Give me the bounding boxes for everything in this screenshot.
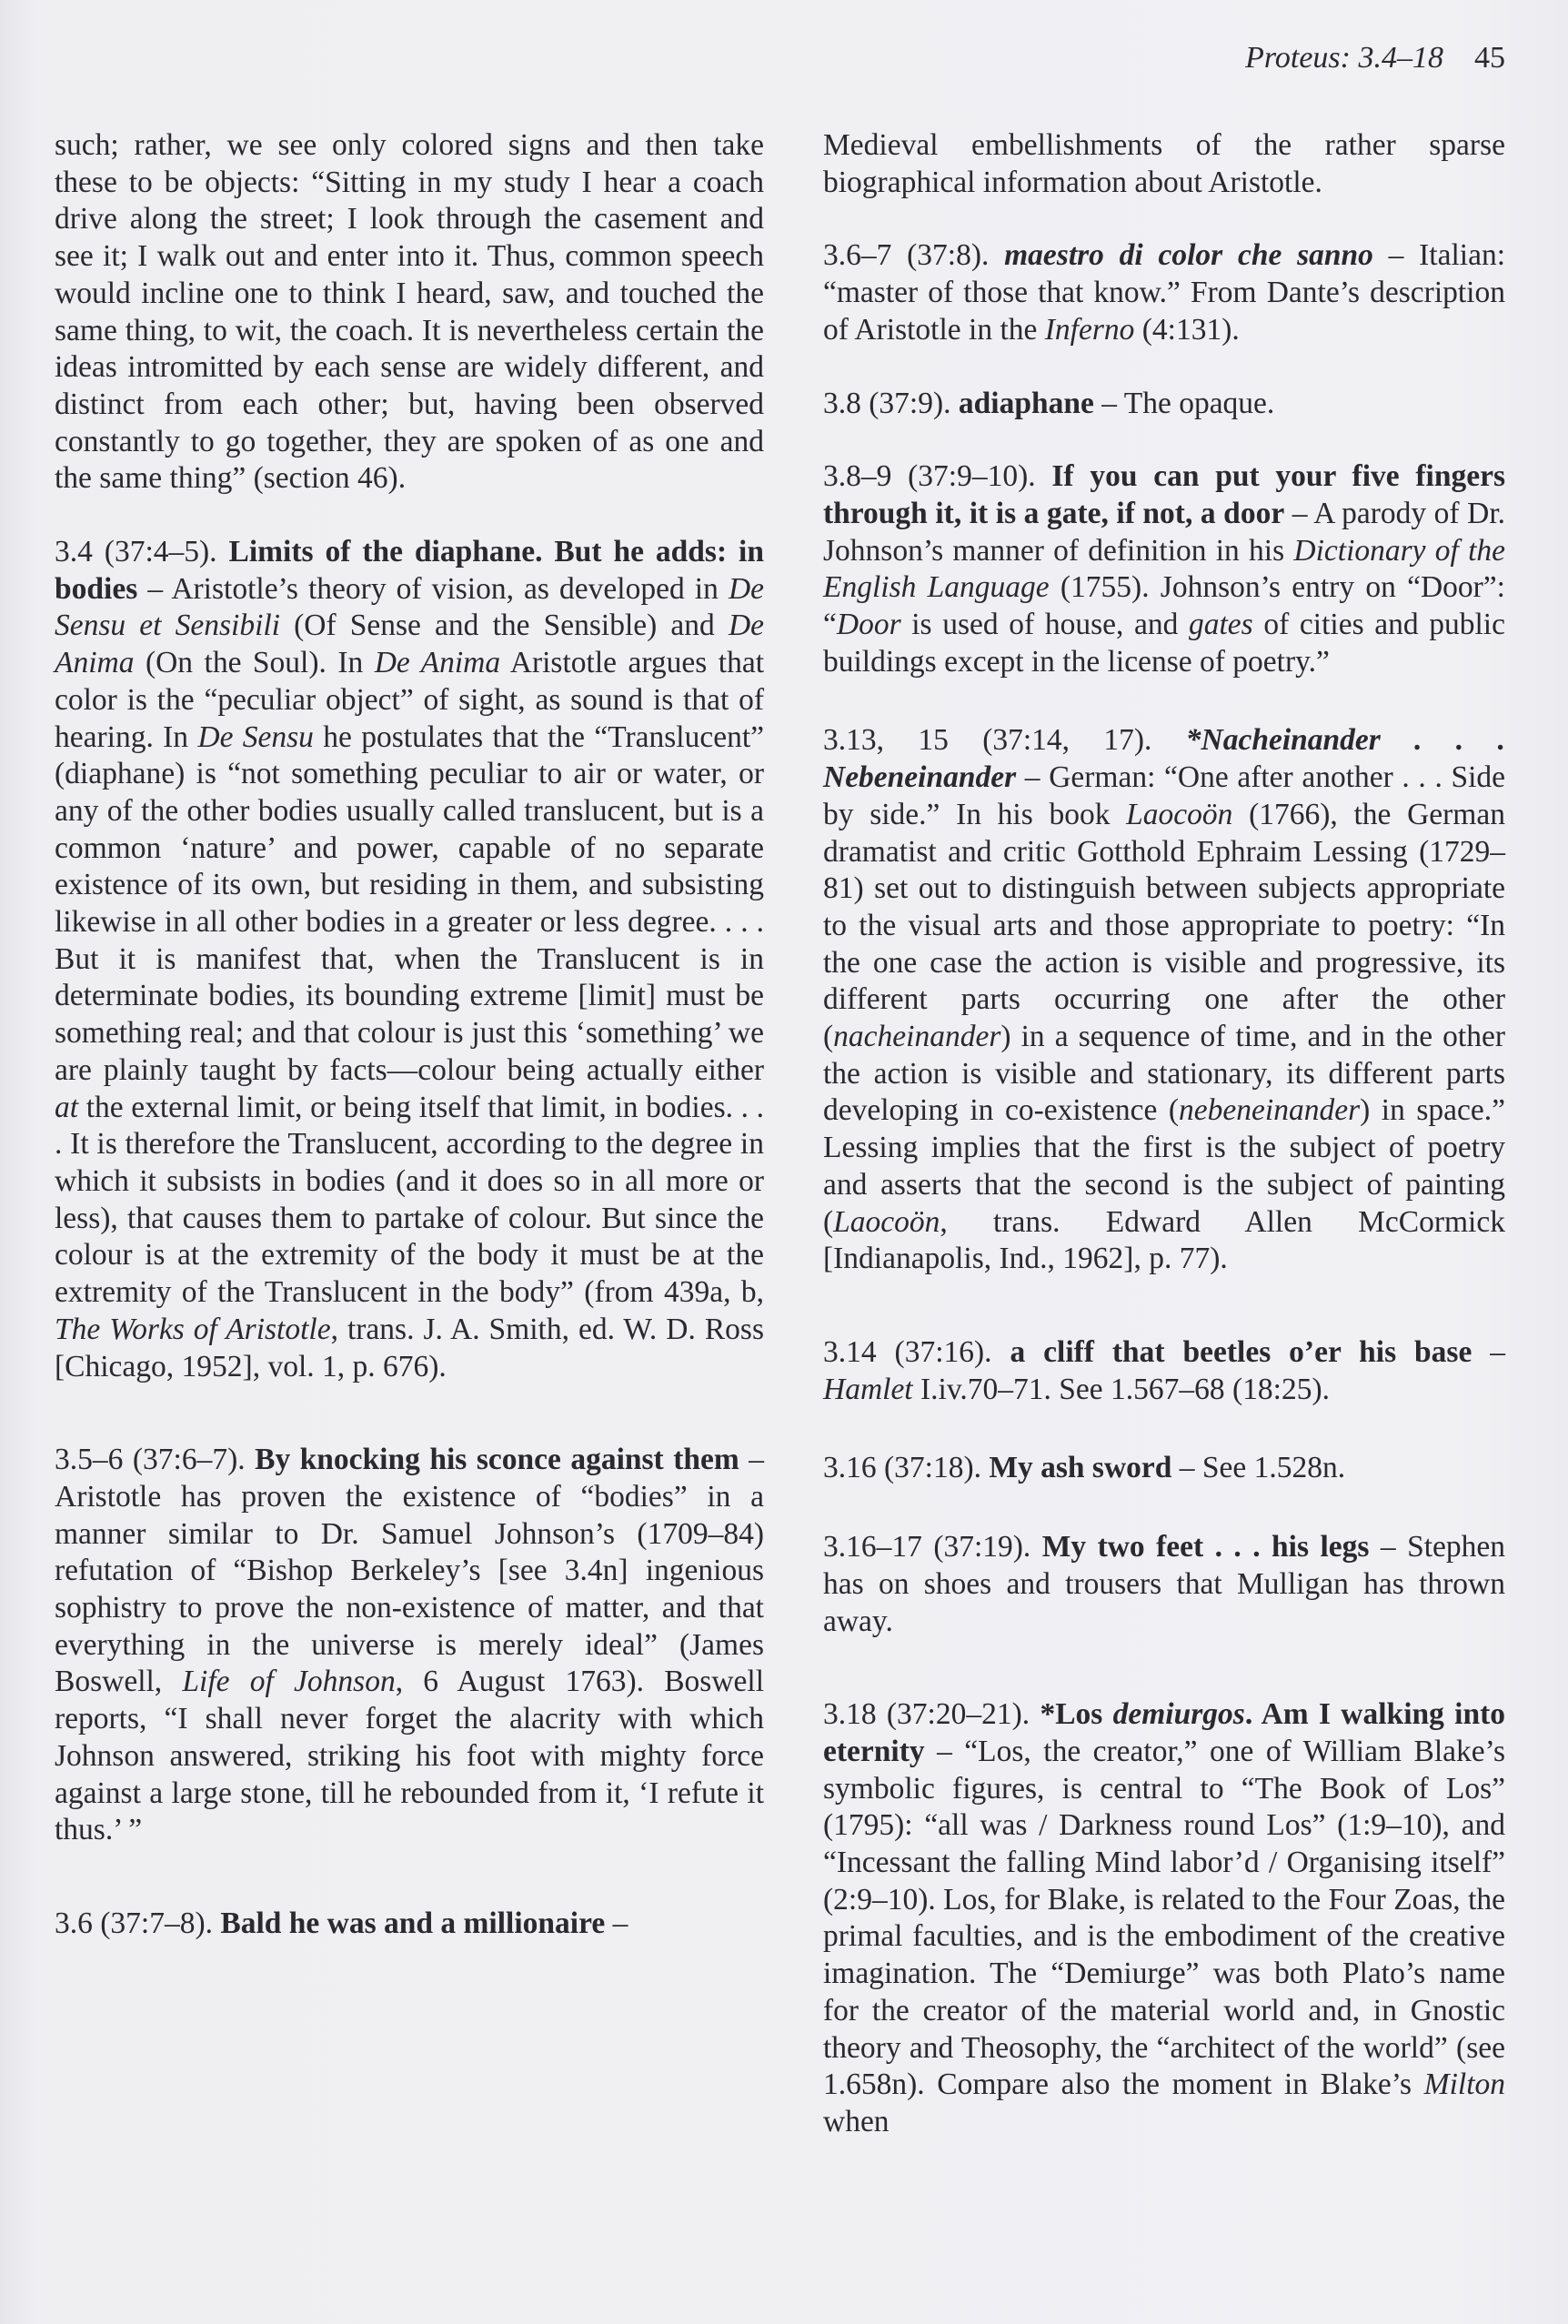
lemma-run: . Am I walking into eternity [823,1697,1506,1768]
right-column [823,127,1505,2178]
body-text: (1755). Johnson’s entry on “Door”: “ [823,570,1505,642]
body-text: (Of Sense and the Sensible) and [280,609,729,643]
entry-lemma: Limits of the diaphane. But he adds: in bodies [55,535,764,606]
body-text: of cities and public buildings except in the license of poetry.” [823,608,1505,679]
entry-reference: 3.8–9 (37:9–10). [823,459,1036,494]
body-text: The opaque. [1123,386,1275,420]
entry-reference: 3.6 (37:7–8). [55,1906,213,1940]
entry-body [1124,387,1275,420]
body-text: , trans. Edward Allen McCormick [Indianapolis, Ind., 1962], p. 77). [823,1204,1505,1276]
body-text: Stephen has on shoes and trousers that Mulligan has thrown away. [823,1530,1506,1638]
lemma-run: demiurgos [1112,1697,1245,1732]
italic-title: nebeneinander [1179,1093,1361,1128]
page-number: 45 [1474,41,1505,75]
entry-dash: – [1380,1530,1396,1564]
body-text: Aristotle has proven the existence of “bodies” in a manner similar to Dr. Samuel Johnson’s (1709–84) refutation of “Bishop Berkeley’s [see 3.4n] ingenious sophistry to prove the non-existence of matter, and that everything in the universe is merely ideal” (James Boswell, [55,1479,764,1699]
entry-body [823,1373,1330,1406]
annotation-entry [55,1906,764,1943]
body-text: “Los, the creator,” one of William Blake’s symbolic figures, is central to “The Book of Los” (1795): “all was / Darkness round Los” (1:9–10), and “Incessant the falling Mind labor’d / Organising itself” (2:9–10). Los, for Blake, is related to the Four Zoas, the primal faculties, and is the embodiment of the creative imagination. The “Demiurge” was both Plato’s name for the creator of the material world and, in Gnostic theory and Theosophy, the “architect of the world” (see 1.658n). Compare also the moment in Blake’s [823,1734,1505,2102]
body-text: I.iv.70–71. See 1.567–68 (18:25). [912,1372,1331,1406]
annotation-entry [55,534,764,1385]
entry-lemma: adiaphane [958,386,1094,420]
body-text: (1766), the German dramatist and critic Gotthold Ephraim Lessing (1729–81) set out to distinguish between subjects appropriate to the visual arts and those appropriate to poetry: “In the one case the action is visible and progressive, its different parts occurring one after the other ( [823,797,1505,1054]
entry-dash: – [612,1906,628,1940]
italic-title: Laocoön [1126,797,1233,831]
italic-title: Dictionary of the English Language [823,533,1505,605]
body-text: German: “One after another . . . Side by side.” In his book [823,760,1506,831]
body-text: (On the Soul). In [134,646,375,680]
entry-dash: – [1024,760,1040,795]
body-text: See 1.528n. [1201,1451,1346,1485]
entry-dash: – [1101,386,1117,420]
annotation-entry [823,237,1505,348]
italic-title: Door [836,608,901,642]
left-column [55,127,764,1979]
annotation-entry [823,386,1505,423]
italic-title: Milton [1423,2067,1505,2102]
entry-reference: 3.16–17 (37:19). [823,1530,1031,1564]
entry-lemma: By knocking his sconce against them [255,1443,739,1477]
body-text: Italian: “master of those that know.” From Dante’s description of Aristotle in the [823,238,1505,347]
entry-reference: 3.4 (37:4–5). [55,535,217,569]
entry-dash: – [147,571,164,606]
lemma-run: *Los [1040,1697,1113,1732]
entry-lemma: My ash sword [989,1451,1172,1485]
entry-dash: – [1388,238,1404,273]
annotation-entry [823,722,1505,1278]
entry-lemma: a cliff that beetles o’er his base [1010,1334,1473,1369]
annotation-entry [823,1696,1505,2140]
entry-reference: 3.5–6 (37:6–7). [55,1443,246,1477]
body-text: , trans. J. A. Smith, ed. W. D. Ross [Chicago, 1952], vol. 1, p. 676). [55,1312,764,1383]
body-text: (4:131). [1134,312,1240,347]
annotation-entry [823,1529,1505,1640]
annotation-entry [823,1334,1505,1408]
body-text: ) in a sequence of time, and in the other the action is visible and stationary, its different parts developing in co-existence ( [823,1020,1505,1128]
italic-title: at [55,1090,79,1124]
entry-body [1202,1451,1345,1484]
entry-body [823,760,1505,1275]
entry-dash: – [1292,496,1308,530]
body-text: ) in space.” Lessing implies that the first is the subject of poetry and asserts that the second is the subject of painting ( [823,1093,1505,1239]
body-text: Aristotle’s theory of vision, as developed in [171,571,729,606]
body-text: he postulates that the “Translucent” (diaphane) is “not something peculiar to air or water, or any of the other bodies usually called translucent, but is a common ‘nature’ and power, capable of no separate existence of its own, but residing in them, and subsisting likewise in all other bodies in a greater or less degree. . . . But it is manifest that, when the Translucent is in determinate bodies, its bounding extreme [limit] must be something real; and that colour is just this ‘something’ we are plainly taught by facts—colour being actually either [55,719,765,1087]
italic-title: Hamlet [823,1372,913,1406]
entry-dash: – [1490,1334,1506,1369]
body-text: the external limit, or being itself that limit, in bodies. . . . It is therefore the Translucent, according to the degree in which it subsists in bodies (and it does so in all more or less), that causes them to partake of colour. But since the colour is at the extremity of the body it must be at the extremity of the Translucent in the body” (from 439a, b, [55,1090,764,1310]
body-text: is used of house, and [900,608,1189,642]
annotation-entry [55,1442,764,1849]
italic-title: De Sensu [197,719,314,754]
continuation-text: such; rather, we see only colored signs and then take these to be objects: “Sitting in my study I hear a coach drive along the street; I look through the casement and see it; I walk out and enter into it. Thus, common speech would incline one to think I heard, saw, and touched the same thing, to wit, the coach. It is nevertheless certain the ideas intromitted by each sense are widely different, and distinct from each other; but, having been observed constantly to go together, they are spoken of as one and the same thing” (section 46). [55,128,764,496]
entry-reference: 3.6–7 (37:8). [823,238,990,273]
entry-body [55,572,764,1383]
continuation-paragraph [823,127,1505,201]
annotation-entry [823,1450,1505,1487]
entry-dash: – [937,1734,952,1768]
continuation-text: Medieval embellishments of the rather sparse biographical information about Aristotle. [823,128,1505,199]
italic-title: nacheinander [833,1020,1001,1054]
entry-lemma: Bald he was and a millionaire [220,1906,606,1940]
entry-lemma: *Nacheinander . . . Nebeneinander [823,723,1505,795]
entry-lemma: maestro di color che sanno [1004,238,1373,273]
continuation-paragraph [55,127,764,498]
italic-title: De Anima [374,646,501,680]
entry-body [823,1735,1505,2138]
body-text: , 6 August 1763). Boswell reports, “I shall never forget the alacrity with which Johnson answered, striking his foot with mighty force against a large stone, till he rebounded from it, ‘I refute it thus.’ ” [55,1665,765,1847]
italic-title: Life of Johnson [182,1665,396,1699]
italic-title: Laocoön [833,1204,940,1239]
italic-title: The Works of Aristotle [55,1312,331,1346]
entry-reference: 3.13, 15 (37:14, 17). [823,723,1152,758]
body-text: Aristotle argues that color is the “peculiar object” of sight, as sound is that of hearing. In [55,646,765,754]
italic-title: Inferno [1044,312,1135,347]
entry-reference: 3.14 (37:16). [823,1334,992,1369]
entry-reference: 3.16 (37:18). [823,1451,981,1485]
italic-title: De Anima [55,609,764,680]
entry-body [55,1480,764,1846]
annotation-entry [823,458,1505,680]
body-text: when [823,2104,890,2138]
entry-reference: 3.18 (37:20–21). [823,1697,1030,1732]
running-head [1073,40,1505,76]
entry-lemma: My two feet . . . his legs [1041,1530,1370,1564]
entry-lemma: If you can put your five fingers through it, it is a gate, if not, a door [823,459,1506,530]
entry-reference: 3.8 (37:9). [823,386,951,420]
running-title: Proteus: 3.4–18 [1245,41,1443,75]
italic-title: gates [1189,608,1253,642]
italic-title: De Sensu et Sensibili [55,571,764,643]
entry-dash: – [749,1443,764,1477]
entry-dash: – [1179,1451,1195,1485]
body-text: A parody of Dr. Johnson’s manner of definition in his [823,496,1506,568]
